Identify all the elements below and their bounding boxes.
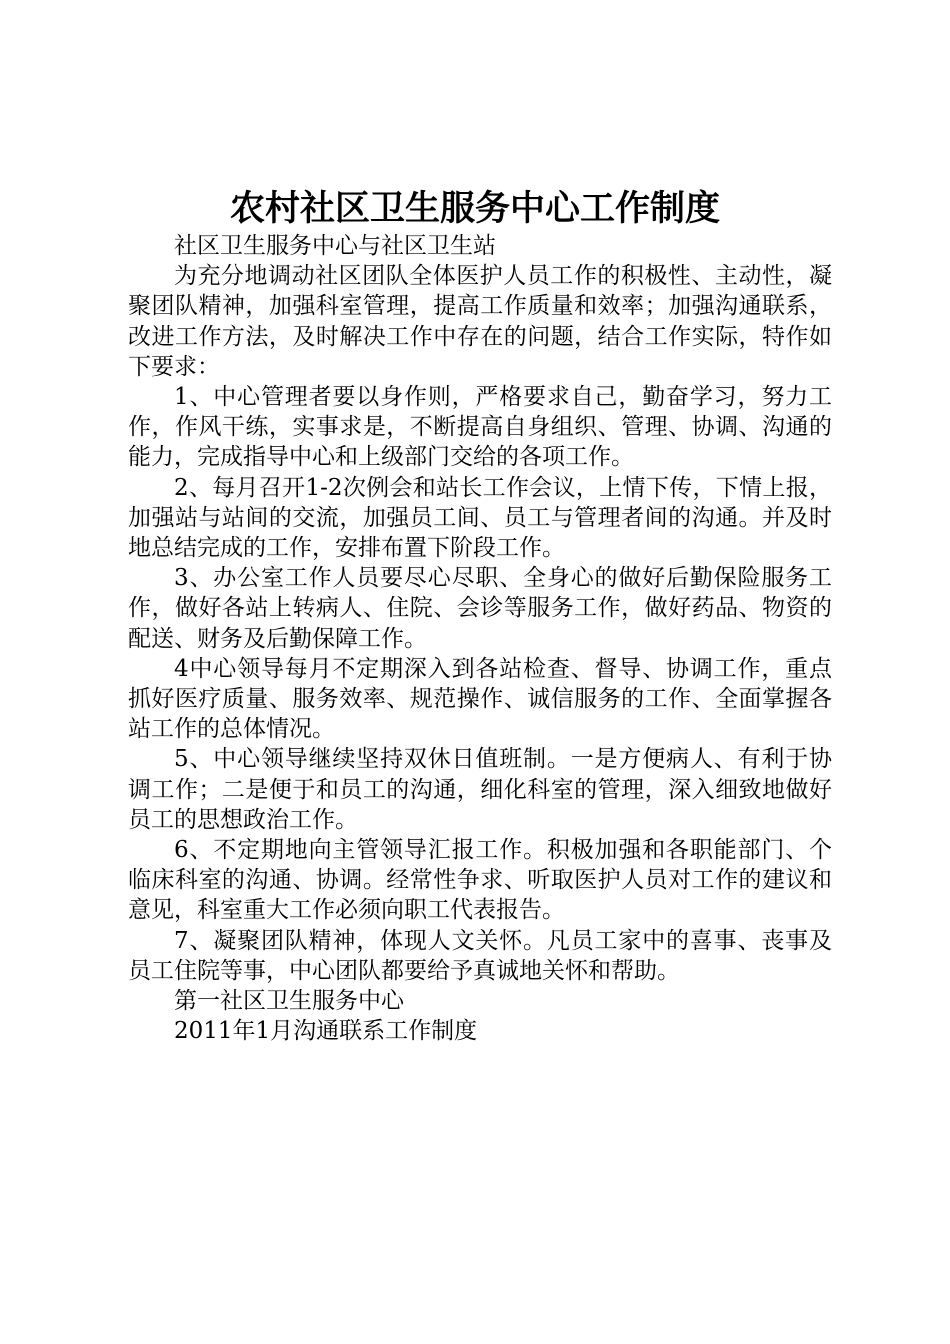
signature-date: 2011年1月沟通联系工作制度 [174,1018,478,1045]
paragraph-item-2: 2、每月召开1-2次例会和站长工作会议，上情下传，下情上报，加强站与站间的交流，加强员工间、员工与管理者间的沟通。并及时地总结完成的工作，安排布置下阶段工作。 [128,474,832,562]
paragraph-item-3: 3、办公室工作人员要尽心尽职、全身心的做好后勤保险服务工作，做好各站上转病人、住院、会诊等服务工作，做好药品、物资的配送、财务及后勤保障工作。 [128,565,832,652]
paragraph-item-5: 5、中心领导继续坚持双休日值班制。一是方便病人、有利于协调工作；二是便于和员工的沟通，细化科室的管理，深入细致地做好员工的思想政治工作。 [128,746,832,833]
signature-organization: 第一社区卫生服务中心 [174,988,404,1015]
paragraph-item-1: 1、中心管理者要以身作则，严格要求自己，勤奋学习，努力工作，作风干练，实事求是，不断提高自身组织、管理、协调、沟通的能力，完成指导中心和上级部门交给的各项工作。 [128,384,832,471]
paragraph-subtitle: 社区卫生服务中心与社区卫生站 [174,233,496,259]
document-title: 农村社区卫生服务中心工作制度 [229,189,720,229]
paragraph-item-6: 6、不定期地向主管领导汇报工作。积极加强和各职能部门、个临床科室的沟通、协调。经常性争求、听取医护人员对工作的建议和意见，科室重大工作必须向职工代表报告。 [128,837,832,924]
document-body [128,231,832,1046]
paragraph-item-7: 7、凝聚团队精神，体现人文关怀。凡员工家中的喜事、丧事及员工住院等事，中心团队都要给予真诚地关怀和帮助。 [128,927,832,984]
paragraph-intro: 为充分地调动社区团队全体医护人员工作的积极性、主动性，凝聚团队精神，加强科室管理，提高工作质量和效率；加强沟通联系，改进工作方法，及时解决工作中存在的问题，结合工作实际，特作如下要求： [128,263,832,380]
paragraph-item-4: 4中心领导每月不定期深入到各站检查、督导、协调工作，重点抓好医疗质量、服务效率、规范操作、诚信服务的工作、全面掌握各站工作的总体情况。 [128,655,832,743]
